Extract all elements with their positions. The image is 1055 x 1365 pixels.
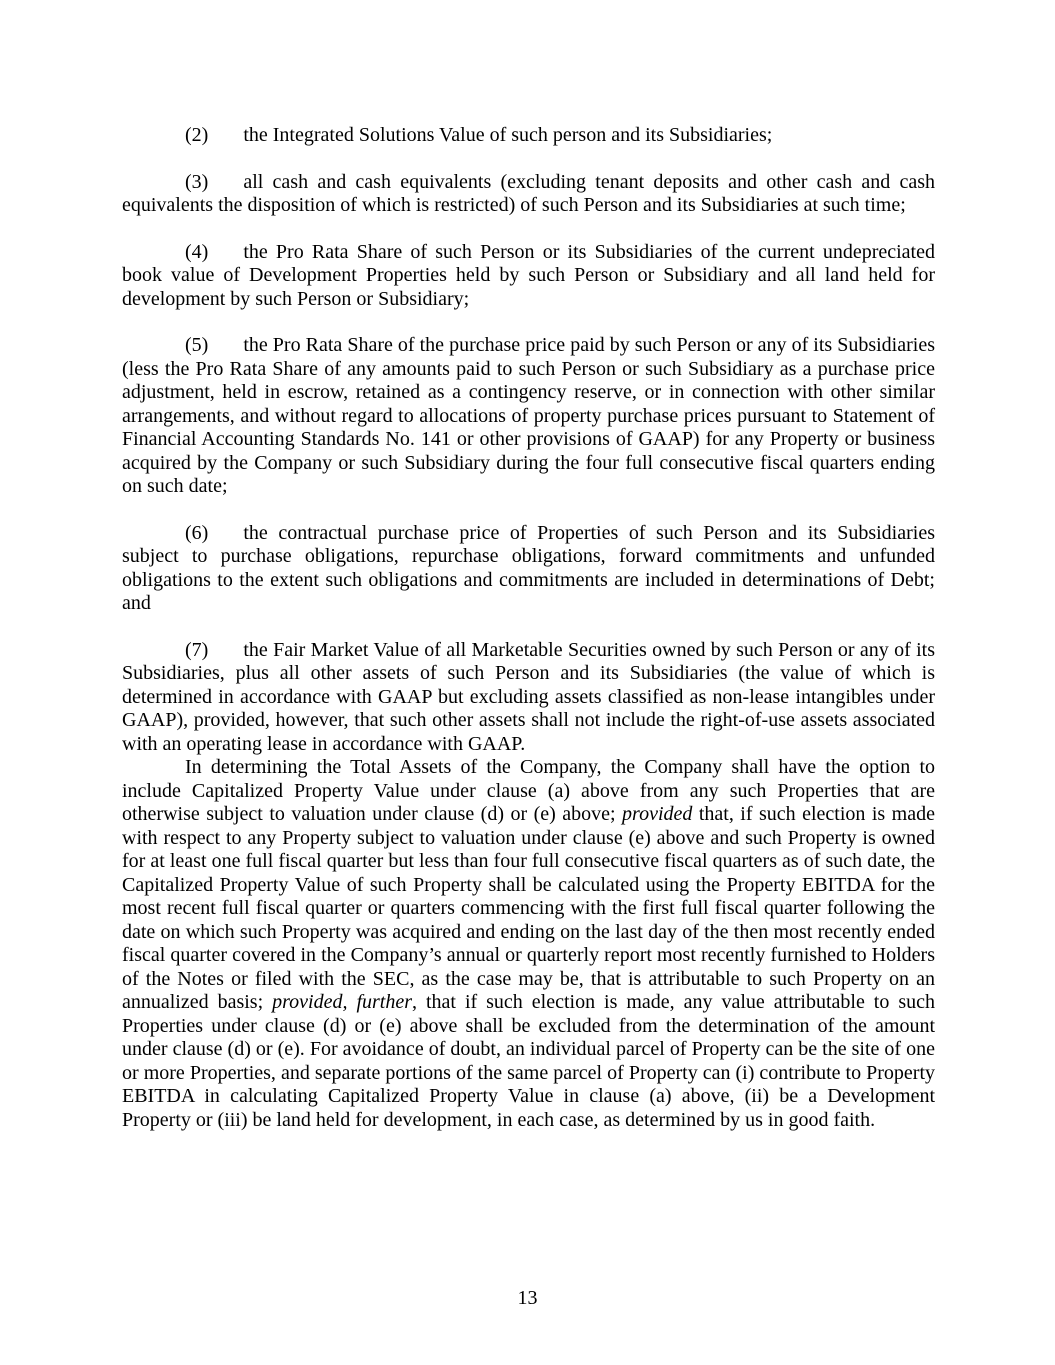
clause-number: (4)	[185, 240, 209, 263]
numbered-clause	[122, 171, 935, 218]
text-segment: that, if such election is made with respect to any Property subject to valuation under clause (e) above and such Property is owned for at least one full fiscal quarter but less than four full consecutive fiscal quarters as of such date, the Capitalized Property Value of such Property shall be calculated using the Property EBITDA for the most recent full fiscal quarter or quarters commencing with the first full fiscal quarter following the date on which such Property was acquired and ending on the last day of the then most recently ended fiscal quarter covered in the Company’s annual or quarterly report most recently furnished to Holders of the Notes or filed with the SEC, as the case may be, that is attributable to such Property on an annualized basis;	[122, 803, 935, 1013]
clause-number: (6)	[185, 521, 209, 544]
italic-text-segment: provided, further	[272, 991, 413, 1013]
clause-number: (2)	[185, 124, 209, 146]
clause-number: (5)	[185, 334, 209, 356]
numbered-clause	[122, 639, 935, 757]
text-segment: , that if such election is made, any value attributable to such Properties under clause (d) or (e) above shall be excluded from the determination of the amount under clause (d) or (e). For avoidance of doubt, an individual parcel of Property can be the site of one or more Properties, and separate portions of the same parcel of Property can (i) contribute to Property EBITDA in calculating Capitalized Property Value in clause (a) above, (ii) be a Development Property or (iii) be land held for development, in each case, as determined by us in good faith.	[122, 991, 935, 1131]
numbered-clause	[122, 522, 935, 616]
page-number: 13	[517, 1286, 538, 1309]
text-segment: In determining the Total Assets of the Company, the Company shall have the option to include Capitalized Property Value under clause (a) above from any such Properties that are otherwise subject to valuation under clause (d) or (e) above;	[122, 756, 935, 825]
clause-text: the Fair Market Value of all Marketable Securities owned by such Person or any of its Subsidiaries, plus all other assets of such Person and its Subsidiaries (the value of which is determined in accordance with GAAP but excluding assets classified as non-lease intangibles under GAAP), provided, however, that such other assets shall not include the right-of-use assets associated with an operating lease in accordance with GAAP.	[122, 638, 935, 755]
clause-text: all cash and cash equivalents (excluding tenant deposits and other cash and cash equivalents the disposition of which is restricted) of such Person and its Subsidiaries at such time;	[122, 170, 935, 216]
numbered-clause	[122, 241, 935, 312]
clause-number: (7)	[185, 638, 209, 661]
clause-text: the Pro Rata Share of such Person or its Subsidiaries of the current undepreciated book value of Development Properties held by such Person or Subsidiary and all land held for development by such Person or Subsidiary;	[122, 240, 935, 310]
italic-text-segment: provided	[622, 803, 693, 825]
closing-paragraph	[122, 756, 935, 1132]
clause-text: the Pro Rata Share of the purchase price paid by such Person or any of its Subsidiaries (less the Pro Rata Share of any amounts paid to such Person or such Subsidiary as a purchase price adjustment, held in escrow, retained as a contingency reserve, or in connection with other similar arrangements, and without regard to allocations of property purchase prices pursuant to Statement of Financial Accounting Standards No. 141 or other provisions of GAAP) for any Property or business acquired by the Company or such Subsidiary during the four full consecutive fiscal quarters ending on such date;	[122, 334, 935, 497]
clause-text: the Integrated Solutions Value of such person and its Subsidiaries;	[243, 124, 773, 146]
document-body	[122, 124, 935, 1132]
clause-text: the contractual purchase price of Properties of such Person and its Subsidiaries subject to purchase obligations, repurchase obligations, forward commitments and unfunded obligations to the extent such obligations and commitments are included in determinations of Debt; and	[122, 521, 935, 614]
numbered-clause	[122, 334, 935, 499]
clause-number: (3)	[185, 170, 209, 193]
numbered-clauses-list	[122, 124, 935, 756]
numbered-clause	[122, 124, 935, 148]
